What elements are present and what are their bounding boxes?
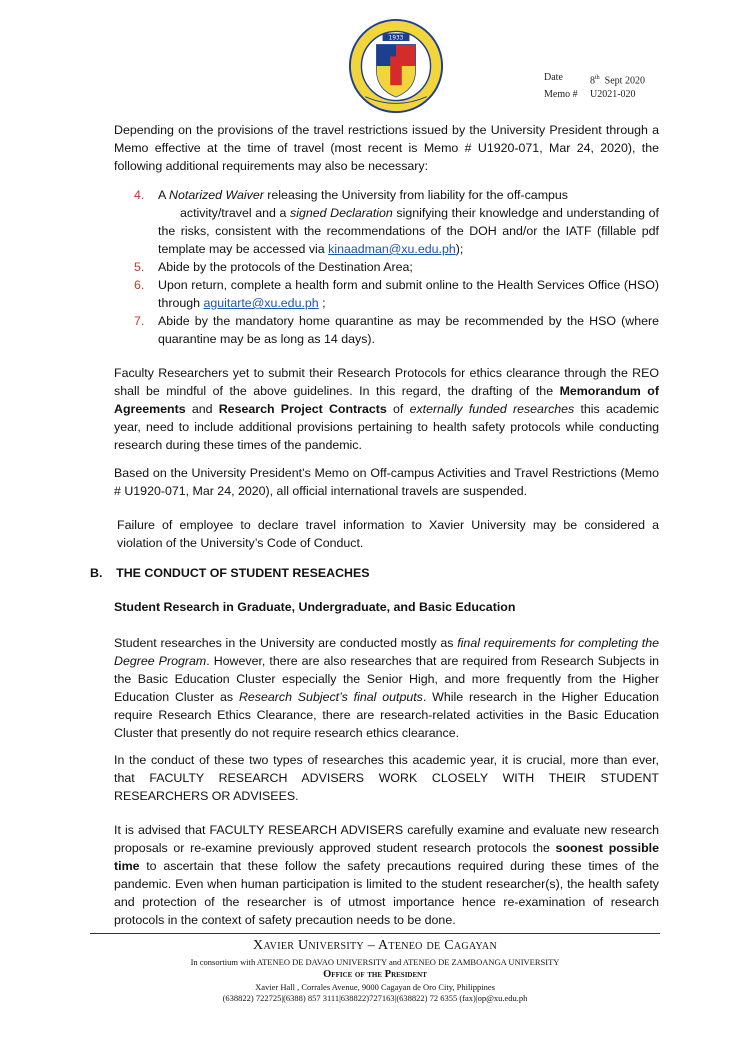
- aguitarte-email-link[interactable]: aguitarte@xu.edu.ph: [203, 296, 319, 310]
- list-item-continued: activity/travel and a signed Declaration signifying their knowledge and understanding of the risks, consistent with the recommendations of the DOH and/or the IATF (fillable pdf template may be accessed via kinaadman@xu.edu.ph);: [158, 206, 659, 256]
- footer-address: Xavier Hall , Corrales Avenue, 9000 Cagayan de Oro City, Philippines: [255, 982, 495, 992]
- footer-divider: [90, 933, 660, 934]
- faculty-researchers-paragraph: Faculty Researchers yet to submit their Research Protocols for ethics clearance through the REO shall be mindful of the above guidelines. In this regard, the drafting of the Memorandum of Agreements and Research Project Contracts of externally funded researches this academic year, need to include additional provisions pertaining to health safety protocols while conducting research during these times of the pandemic.: [114, 366, 659, 452]
- code-of-conduct-paragraph: Failure of employee to declare travel information to Xavier University may be considered a violation of the University’s Code of Conduct.: [117, 518, 659, 550]
- footer: [90, 936, 660, 1004]
- kinaadman-email-link[interactable]: kinaadman@xu.edu.ph: [328, 242, 456, 256]
- university-seal-logo: [348, 18, 444, 114]
- list-item: 4. A Notarized Waiver releasing the University from liability for the off-campus: [134, 188, 568, 202]
- section-b-heading: B. THE CONDUCT OF STUDENT RESEACHES: [90, 566, 370, 580]
- student-research-paragraph: Student researches in the University are conducted mostly as final requirements for completing the Degree Program. However, there are also researches that are required from Research Subjects in the Basic Education Cluster especially the Senior High, and more frequently from the Higher Education Cluster as Research Subject’s final outputs. While research in the Higher Education require Research Ethics Clearance, there are research-related activities in the Basic Education Cluster that presently do not require research ethics clearance.: [114, 636, 660, 740]
- subsection-heading: Student Research in Graduate, Undergraduate, and Basic Education: [114, 600, 516, 614]
- travel-suspension-paragraph: Based on the University President’s Memo on Off-campus Activities and Travel Restrictions (Memo # U1920-071, Mar 24, 2020), all official international travels are suspended.: [114, 466, 659, 498]
- requirements-list: [134, 186, 659, 348]
- seal-year: 1933: [388, 35, 404, 42]
- footer-office: Office of the President: [323, 969, 427, 980]
- date-label: Date: [544, 72, 563, 83]
- memo-label: Memo #: [544, 89, 578, 101]
- list-item: 6. Upon return, complete a health form and submit online to the Health Services Office (HSO) through aguitarte@xu.edu.ph ;: [134, 278, 659, 310]
- list-item: 5. Abide by the protocols of the Destination Area;: [134, 260, 413, 274]
- list-item: 7. Abide by the mandatory home quarantine as may be recommended by the HSO (where quarantine may be as long as 14 days).: [134, 314, 659, 346]
- advisers-paragraph: In the conduct of these two types of researches this academic year, it is crucial, more than ever, that FACULTY RESEARCH ADVISERS WORK CLOSELY WITH THEIR STUDENT RESEARCHERS OR ADVISEES.: [114, 753, 659, 803]
- safety-paragraph: It is advised that FACULTY RESEARCH ADVISERS carefully examine and evaluate new research proposals or re-examine previously approved student research protocols the soonest possible time to ascertain that these follow the safety precautions required during these times of the pandemic. Even when human participation is limited to the student researcher(s), the health safety and protection of the researcher is of utmost importance hence re-examination of research protocols in the context of safety precaution needs to be done.: [114, 823, 659, 927]
- footer-consortium: In consortium with ATENEO DE DAVAO UNIVERSITY and ATENEO DE ZAMBOANGA UNIVERSITY: [190, 957, 560, 967]
- footer-contacts: (638822) 722725|(6388) 857 3111|638822)727163|(638822) 72 6355 (fax)|op@xu.edu.ph: [222, 993, 528, 1003]
- footer-university-name: Xavier University – Ateneo de Cagayan: [253, 938, 497, 953]
- memo-number: U2021-020: [590, 89, 636, 101]
- memo-meta: [544, 71, 645, 102]
- intro-paragraph: Depending on the provisions of the travel restrictions issued by the University President through a Memo effective at the time of travel (most recent is Memo # U1920-071, Mar 24, 2020), the following additional requirements may also be necessary:: [114, 123, 659, 173]
- date-value: 8th Sept 2020: [590, 75, 645, 87]
